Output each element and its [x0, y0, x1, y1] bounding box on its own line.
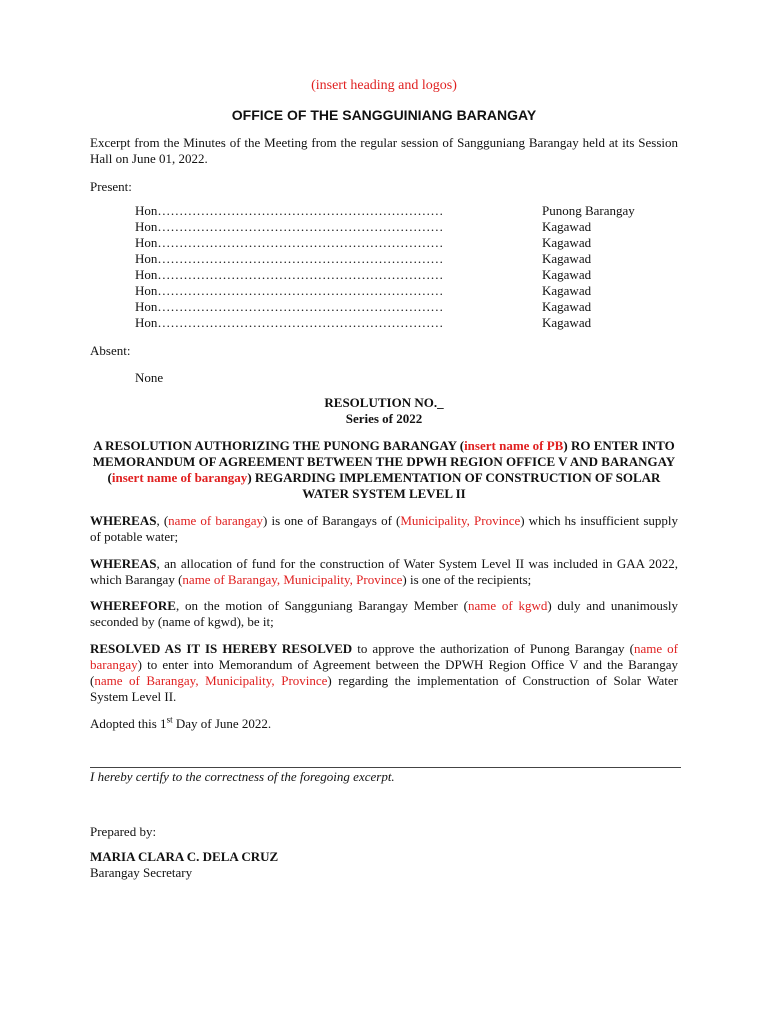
member-position: Kagawad — [542, 251, 592, 266]
wherefore-clause: WHEREFORE, on the motion of Sangguniang Barangay Member (name of kgwd) duly and unanimously seconded by (name of kgwd), be it; — [90, 598, 679, 629]
member-position: Kagawad — [542, 315, 592, 330]
member-name-line: Hon………………………………………………………… — [135, 203, 444, 218]
roster-row — [135, 251, 695, 267]
member-position: Kagawad — [542, 299, 592, 314]
adopted-date: Adopted this 1st Day of June 2022. — [90, 714, 272, 731]
present-label: Present: — [90, 179, 132, 194]
member-name-line: Hon………………………………………………………… — [135, 315, 444, 330]
resolution-title: A RESOLUTION AUTHORIZING THE PUNONG BARANGAY (insert name of PB) RO ENTER INTO MEMORANDUM OF AGREEMENT BETWEEN THE DPWH REGION OFFICE V AND BARANGAY (insert name of barangay) REGARDING IMPLEMENTATION OF CONSTRUCTION OF SOLAR WATER SYSTEM LEVEL II — [92, 438, 676, 501]
roster-row — [135, 299, 695, 315]
roster-row — [135, 203, 695, 219]
secretary-name: MARIA CLARA C. DELA CRUZ — [90, 849, 279, 864]
member-name-line: Hon………………………………………………………… — [135, 299, 444, 314]
roster-row — [135, 219, 695, 235]
member-name-line: Hon………………………………………………………… — [135, 267, 444, 282]
heading-placeholder: (insert heading and logos) — [311, 78, 457, 93]
resolution-series: Series of 2022 — [345, 411, 423, 426]
absent-value: None — [135, 370, 164, 385]
whereas-clause-2: WHEREAS, an allocation of fund for the construction of Water System Level II was included in GAA 2022, which Barangay (name of Barangay, Municipality, Province) is one of the recipients; — [90, 556, 678, 587]
office-title: OFFICE OF THE SANGGUINIANG BARANGAY — [231, 107, 537, 123]
absent-label: Absent: — [90, 343, 131, 358]
certification-statement: I hereby certify to the correctness of the foregoing excerpt. — [90, 769, 395, 784]
excerpt-paragraph: Excerpt from the Minutes of the Meeting from the regular session of Sangguniang Barangay held at its Session Hall on June 01, 2022. — [90, 135, 678, 166]
resolved-clause: RESOLVED AS IT IS HEREBY RESOLVED to approve the authorization of Punong Barangay (name of barangay) to enter into Memorandum of Agreement between the DPWH Region Office V and the Barangay (name of Barangay, Municipality, Province) regarding the implementation of Construction of Solar Water System Level II. — [90, 641, 678, 704]
whereas-clause-1: WHEREAS, (name of barangay) is one of Barangays of (Municipality, Province) which hs insufficient supply of potable water; — [90, 513, 678, 544]
member-name-line: Hon………………………………………………………… — [135, 251, 444, 266]
member-position: Kagawad — [542, 267, 592, 282]
signature-rule — [90, 767, 681, 768]
member-name-line: Hon………………………………………………………… — [135, 283, 444, 298]
resolution-number: RESOLUTION NO._ — [324, 395, 444, 410]
member-position: Kagawad — [542, 283, 592, 298]
member-position: Kagawad — [542, 235, 592, 250]
secretary-title: Barangay Secretary — [90, 865, 193, 880]
member-position: Kagawad — [542, 219, 592, 234]
prepared-by-label: Prepared by: — [90, 824, 157, 839]
attendance-roster — [135, 203, 695, 331]
roster-row — [135, 267, 695, 283]
member-name-line: Hon………………………………………………………… — [135, 219, 444, 234]
member-position: Punong Barangay — [542, 203, 635, 218]
roster-row — [135, 315, 695, 331]
member-name-line: Hon………………………………………………………… — [135, 235, 444, 250]
roster-row — [135, 283, 695, 299]
roster-row — [135, 235, 695, 251]
